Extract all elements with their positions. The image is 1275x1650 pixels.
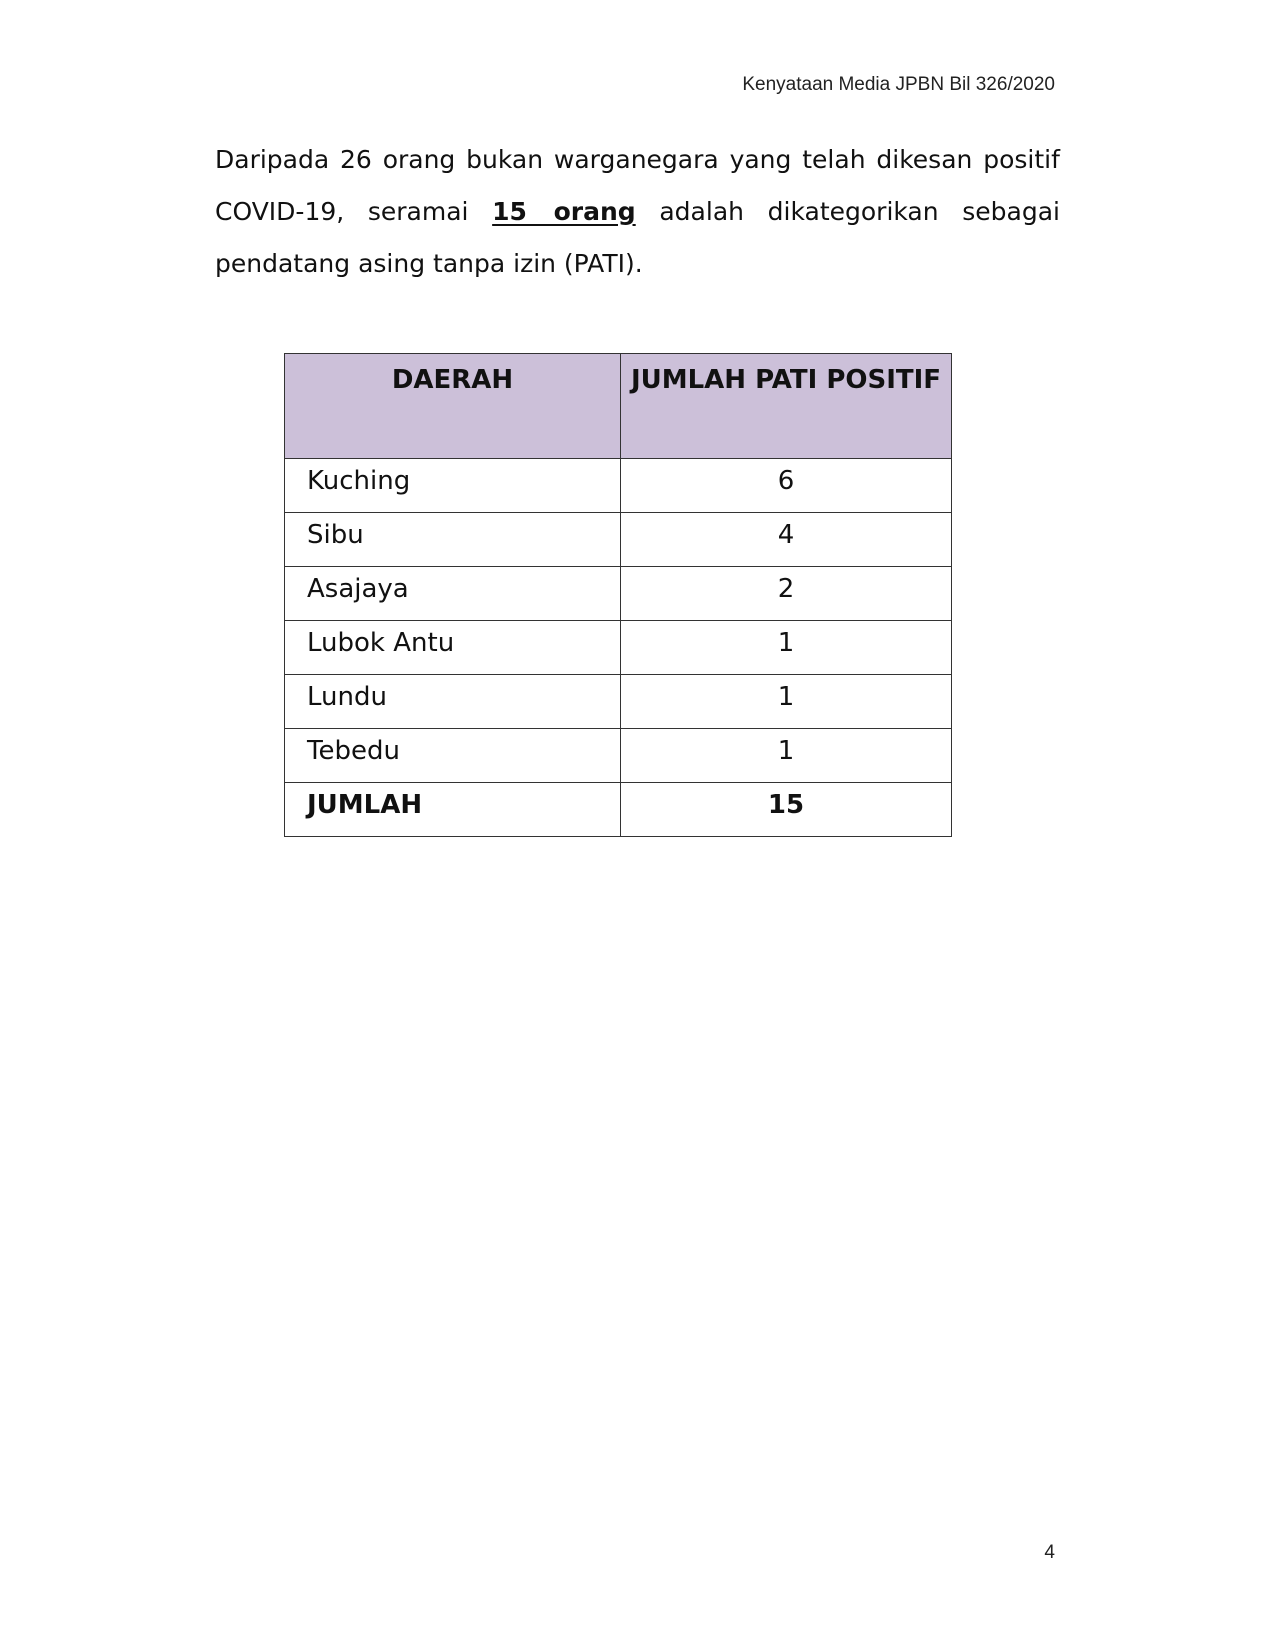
paragraph-word: adalah <box>659 197 744 226</box>
table-row <box>285 675 952 729</box>
table-row <box>285 513 952 567</box>
paragraph-word: positif <box>983 145 1060 174</box>
cell-total-value: 15 <box>621 783 952 837</box>
paragraph-word: dikategorikan <box>767 197 939 226</box>
cell-jumlah: 1 <box>621 621 952 675</box>
column-header-daerah: DAERAH <box>285 354 621 459</box>
emphasized-count: 15 orang <box>492 197 636 226</box>
paragraph-word: warganegara <box>553 145 719 174</box>
cell-daerah: Kuching <box>285 459 621 513</box>
paragraph-word: yang <box>729 145 792 174</box>
cell-daerah: Lundu <box>285 675 621 729</box>
paragraph-word: telah <box>802 145 866 174</box>
cell-daerah: Lubok Antu <box>285 621 621 675</box>
paragraph-text: pendatang asing tanpa izin (PATI). <box>215 249 643 278</box>
paragraph-word: seramai <box>367 197 469 226</box>
paragraph-line-1 <box>215 134 1060 186</box>
paragraph-line-3 <box>215 238 1060 290</box>
paragraph-line-2 <box>215 186 1060 238</box>
cell-total-label: JUMLAH <box>285 783 621 837</box>
paragraph-word: Daripada <box>215 145 330 174</box>
document-reference: Kenyataan Media JPBN Bil 326/2020 <box>742 74 1055 95</box>
body-paragraph <box>215 134 1060 290</box>
table-row <box>285 729 952 783</box>
column-header-jumlah: JUMLAH PATI POSITIF <box>621 354 952 459</box>
pati-by-district-table <box>284 353 952 837</box>
cell-jumlah: 6 <box>621 459 952 513</box>
paragraph-word: sebagai <box>962 197 1060 226</box>
cell-jumlah: 4 <box>621 513 952 567</box>
table-header-row <box>285 354 952 459</box>
cell-jumlah: 1 <box>621 675 952 729</box>
table-row <box>285 621 952 675</box>
page-number: 4 <box>1044 1542 1055 1563</box>
paragraph-word: bukan <box>466 145 544 174</box>
paragraph-word: 26 <box>340 145 372 174</box>
paragraph-word: COVID-19, <box>215 197 345 226</box>
table-total-row <box>285 783 952 837</box>
paragraph-word: dikesan <box>876 145 973 174</box>
cell-jumlah: 1 <box>621 729 952 783</box>
cell-daerah: Sibu <box>285 513 621 567</box>
cell-jumlah: 2 <box>621 567 952 621</box>
table-row <box>285 459 952 513</box>
cell-daerah: Asajaya <box>285 567 621 621</box>
table-row <box>285 567 952 621</box>
paragraph-word: orang <box>382 145 456 174</box>
cell-daerah: Tebedu <box>285 729 621 783</box>
